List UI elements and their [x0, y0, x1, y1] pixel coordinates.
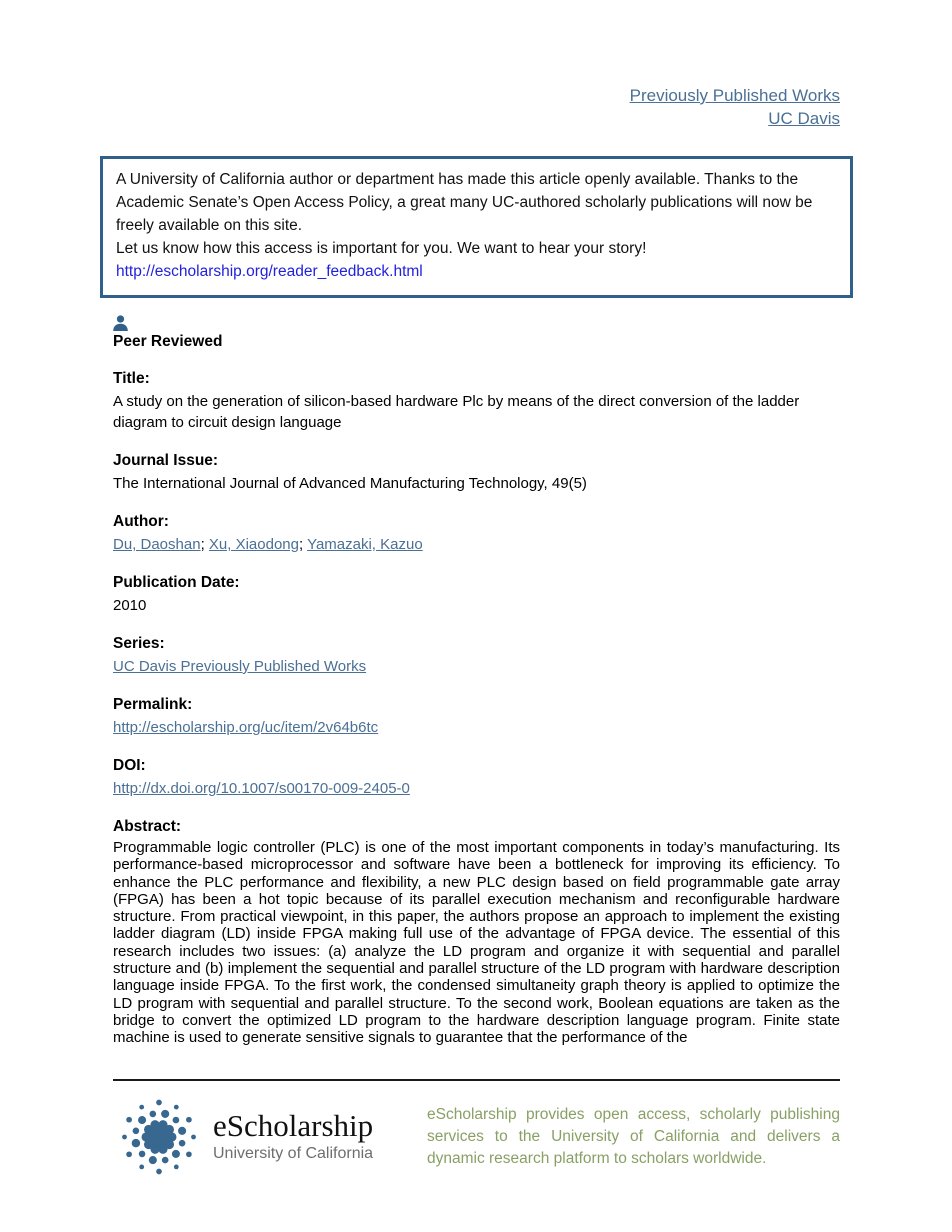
- series-label: Series:: [113, 635, 165, 652]
- author-separator: ;: [298, 536, 308, 553]
- series-link[interactable]: UC Davis Previously Published Works: [113, 658, 367, 675]
- footer: [113, 1091, 840, 1183]
- publication-date-field: [113, 572, 840, 616]
- footer-divider: [113, 1079, 840, 1081]
- peer-reviewed-section: [113, 315, 840, 351]
- author-link-yamazaki-kazuo[interactable]: Yamazaki, Kazuo: [307, 536, 423, 553]
- author-field: [113, 511, 840, 555]
- journal-issue-value: The International Journal of Advanced Manufacturing Technology, 49(5): [113, 475, 587, 492]
- open-access-notice-box: [100, 156, 853, 298]
- university-of-california-label: University of California: [213, 1144, 374, 1162]
- permalink-field: [113, 694, 840, 738]
- doi-field: [113, 755, 840, 799]
- permalink-label: Permalink:: [113, 696, 193, 713]
- notice-story-text: Let us know how this access is important for you. We want to hear your story!: [116, 240, 647, 257]
- header-links: [113, 84, 840, 130]
- abstract-label: Abstract:: [113, 818, 182, 835]
- journal-issue-label: Journal Issue:: [113, 452, 219, 469]
- abstract-field: [113, 816, 840, 1047]
- escholarship-logo: [113, 1091, 405, 1183]
- author-separator: ;: [200, 536, 209, 553]
- publication-date-value: 2010: [113, 597, 147, 614]
- title-value: A study on the generation of silicon-based hardware Plc by means of the direct conversion of the ladder diagram to circuit design language: [113, 393, 800, 431]
- reader-feedback-link[interactable]: http://escholarship.org/reader_feedback.html: [116, 263, 423, 280]
- title-field: [113, 368, 840, 433]
- notice-body-text: A University of California author or department has made this article openly available. Thanks to the Academic Senate’s Open Access Policy, a great many UC-authored scholarly publications will now be freely available on this site.: [116, 171, 813, 234]
- escholarship-wordmark: eScholarship: [213, 1107, 374, 1143]
- escholarship-logo-icon: [113, 1091, 205, 1183]
- title-label: Title:: [113, 370, 150, 387]
- doi-label: DOI:: [113, 757, 146, 774]
- uc-davis-link[interactable]: UC Davis: [768, 109, 840, 128]
- person-icon: [113, 315, 840, 331]
- permalink-link[interactable]: http://escholarship.org/uc/item/2v64b6tc: [113, 719, 379, 736]
- escholarship-logo-text: [213, 1109, 373, 1165]
- abstract-text: Programmable logic controller (PLC) is one of the most important components in today’s manufacturing. Its performance-based microprocessor and software have been a bottleneck for improving its efficiency. To enhance the PLC performance and flexibility, a new PLC design based on field programmable gate array (FPGA) has been a hot topic because of its parallel execution mechanism and reconfigurable hardware structure. From practical viewpoint, in this paper, the authors propose an approach to implement the existing ladder diagram (LD) inside FPGA making full use of the advantage of FPGA device. The essential of this research includes two issues: (a) analyze the LD program and organize it with sequential and parallel structure and (b) implement the sequential and parallel structure of the LD program with hardware description language inside FPGA. To the first work, the condensed simultaneity graph theory is applied to optimize the LD program with sequential and parallel structure. To the second work, Boolean equations are taken as the bridge to convert the optimized LD program to the hardware description language program. Finite state machine is used to generate sensitive signals to guarantee that the performance of the: [113, 839, 840, 1047]
- author-value: [113, 534, 840, 555]
- author-link-du-daoshan[interactable]: Du, Daoshan: [113, 536, 201, 553]
- previously-published-works-link[interactable]: Previously Published Works: [629, 86, 840, 105]
- publication-date-label: Publication Date:: [113, 574, 240, 591]
- author-label: Author:: [113, 513, 169, 530]
- peer-reviewed-label: Peer Reviewed: [113, 333, 223, 350]
- footer-blurb-text: eScholarship provides open access, scholarly publishing services to the University of California and delivers a dynamic research platform to scholars worldwide.: [427, 1105, 840, 1167]
- author-link-xu-xiaodong[interactable]: Xu, Xiaodong: [208, 536, 299, 553]
- journal-issue-field: [113, 450, 840, 494]
- series-field: [113, 633, 840, 677]
- doi-link[interactable]: http://dx.doi.org/10.1007/s00170-009-2405-0: [113, 780, 410, 797]
